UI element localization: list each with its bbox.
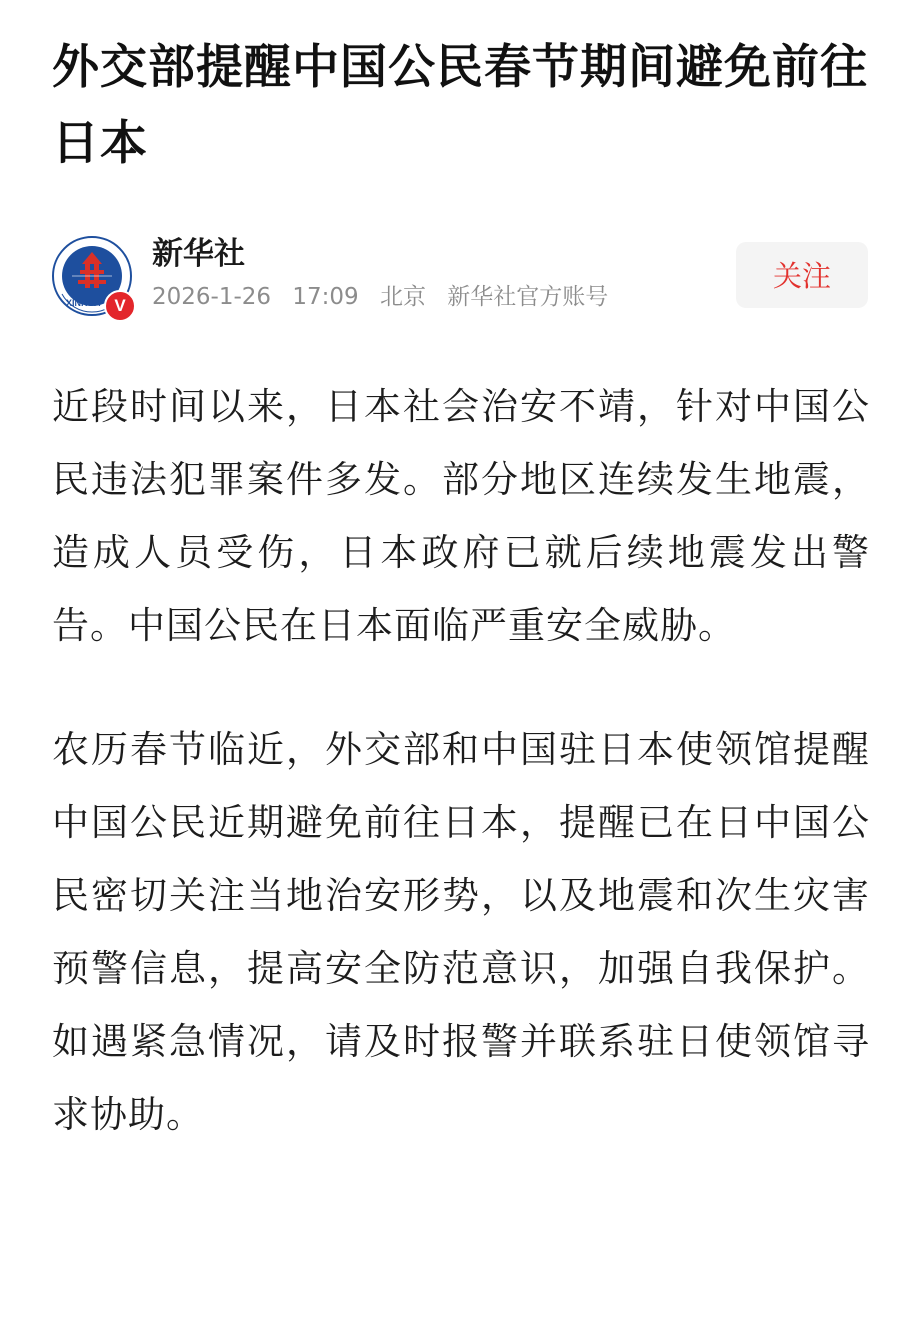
article-header: [52, 30, 870, 182]
publish-time: 17:09: [292, 284, 359, 310]
publish-location: 北京: [379, 284, 426, 310]
article-paragraph: 近段时间以来，日本社会治安不靖，针对中国公民违法犯罪案件多发。部分地区连续发生地震，造成人员受伤，日本政府已就后续地震发出警告。中国公民在日本面临严重安全威胁。: [52, 385, 870, 647]
verified-label: V: [114, 296, 126, 315]
author-row: [52, 232, 868, 316]
follow-button[interactable]: 关注: [736, 242, 868, 308]
article-paragraph: 农历春节临近，外交部和中国驻日本使领馆提醒中国公民近期避免前往日本，提醒已在日中国公民密切关注当地治安形势，以及地震和次生灾害预警信息，提高安全防范意识，加强自我保护。如遇紧急情况，请及时报警并联系驻日使领馆寻求协助。: [52, 728, 870, 1136]
verified-v-icon: [104, 290, 136, 322]
author-name[interactable]: 新华社: [152, 236, 245, 272]
author-avatar[interactable]: [52, 236, 132, 316]
article-meta: [152, 280, 622, 314]
avatar-text: XINHUA: [66, 298, 101, 308]
article-title: 外交部提醒中国公民春节期间避免前往日本: [52, 40, 868, 171]
account-type: 新华社官方账号: [447, 284, 609, 310]
article-body: [52, 370, 870, 1202]
publish-date: 2026-1-26: [152, 284, 272, 310]
